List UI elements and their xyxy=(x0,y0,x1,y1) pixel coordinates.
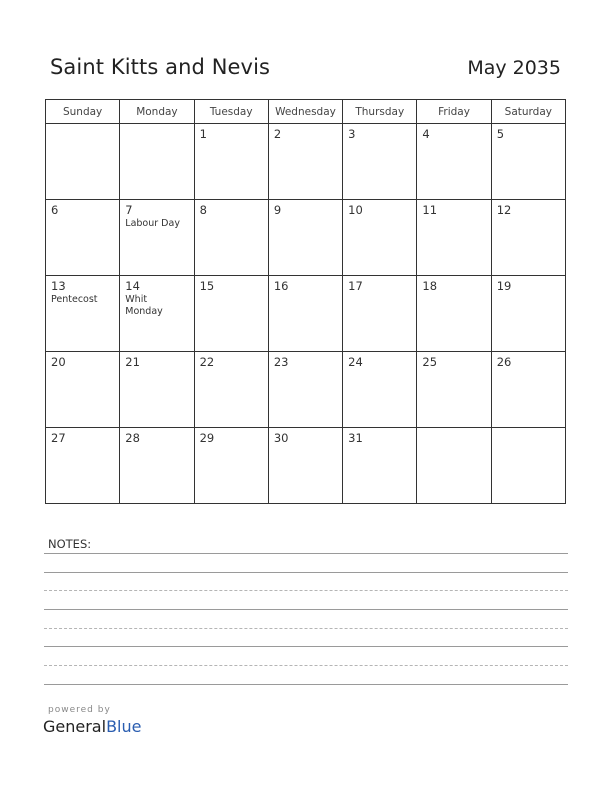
day-number: 11 xyxy=(422,203,438,217)
day-cell xyxy=(120,124,194,200)
weekday-tuesday: Tuesday xyxy=(194,100,268,124)
day-cell xyxy=(417,124,491,200)
week-row-1 xyxy=(46,124,566,200)
day-number: 18 xyxy=(422,279,438,293)
week-row-4 xyxy=(46,352,566,428)
calendar-grid xyxy=(45,99,566,504)
calendar-title: Saint Kitts and Nevis xyxy=(50,55,271,79)
day-number: 4 xyxy=(422,127,430,141)
day-number: 12 xyxy=(496,203,512,217)
day-cell xyxy=(194,276,268,352)
day-number: 30 xyxy=(273,431,289,445)
notes-label: NOTES: xyxy=(48,537,92,551)
day-cell xyxy=(268,428,342,504)
day-cell xyxy=(46,200,120,276)
day-cell xyxy=(268,276,342,352)
day-number: 25 xyxy=(422,355,438,369)
day-cell xyxy=(491,428,565,504)
day-cell xyxy=(46,276,120,352)
day-cell xyxy=(46,428,120,504)
holiday-label: Whit Monday xyxy=(125,294,163,317)
day-number: 15 xyxy=(199,279,215,293)
notes-line xyxy=(44,646,568,647)
day-number: 22 xyxy=(199,355,215,369)
brand-general: General xyxy=(43,717,107,736)
day-cell xyxy=(417,200,491,276)
day-cell xyxy=(46,124,120,200)
day-cell xyxy=(491,276,565,352)
day-cell xyxy=(343,276,417,352)
day-cell xyxy=(194,124,268,200)
day-number: 17 xyxy=(348,279,363,293)
day-cell xyxy=(417,352,491,428)
week-row-5 xyxy=(46,428,566,504)
day-cell xyxy=(194,352,268,428)
day-number: 27 xyxy=(51,431,66,445)
holiday-label: Pentecost xyxy=(51,294,98,305)
weekday-wednesday: Wednesday xyxy=(268,100,342,124)
notes-line xyxy=(44,553,568,554)
day-cell xyxy=(491,200,565,276)
day-cell xyxy=(268,124,342,200)
day-number: 29 xyxy=(199,431,215,445)
day-number: 2 xyxy=(273,127,282,141)
day-cell xyxy=(417,276,491,352)
day-cell xyxy=(194,200,268,276)
weekday-monday: Monday xyxy=(120,100,194,124)
day-number: 5 xyxy=(496,127,505,141)
month-year-label: May 2035 xyxy=(467,57,561,79)
day-number: 14 xyxy=(125,279,140,293)
day-number: 1 xyxy=(199,127,207,141)
generalblue-logo[interactable] xyxy=(43,717,141,736)
notes-line xyxy=(44,609,568,610)
day-number: 9 xyxy=(273,203,282,217)
day-cell xyxy=(343,200,417,276)
day-cell xyxy=(194,428,268,504)
day-cell xyxy=(343,124,417,200)
week-row-3 xyxy=(46,276,566,352)
day-number: 3 xyxy=(348,127,356,141)
day-cell xyxy=(417,428,491,504)
day-number: 20 xyxy=(51,355,66,369)
day-cell xyxy=(268,200,342,276)
day-cell xyxy=(343,428,417,504)
day-cell xyxy=(268,352,342,428)
notes-line xyxy=(44,572,568,573)
day-number: 21 xyxy=(125,355,140,369)
day-number: 10 xyxy=(348,203,363,217)
day-number: 13 xyxy=(51,279,66,293)
day-cell xyxy=(46,352,120,428)
day-cell xyxy=(120,276,194,352)
day-cell xyxy=(120,352,194,428)
day-number: 8 xyxy=(199,203,207,217)
day-number: 24 xyxy=(348,355,363,369)
weekday-sunday: Sunday xyxy=(46,100,120,124)
day-number: 23 xyxy=(273,355,289,369)
day-number: 7 xyxy=(125,203,133,217)
day-number: 16 xyxy=(273,279,289,293)
notes-line xyxy=(44,628,568,629)
day-cell xyxy=(120,428,194,504)
week-row-2 xyxy=(46,200,566,276)
day-cell xyxy=(343,352,417,428)
weekday-saturday: Saturday xyxy=(491,100,565,124)
holiday-label: Labour Day xyxy=(125,218,180,229)
notes-line xyxy=(44,590,568,591)
day-number: 6 xyxy=(51,203,59,217)
notes-line xyxy=(44,665,568,666)
day-cell xyxy=(120,200,194,276)
weekday-thursday: Thursday xyxy=(343,100,417,124)
weekday-header-row xyxy=(46,100,566,124)
brand-blue: Blue xyxy=(106,717,142,736)
notes-line xyxy=(44,684,568,685)
day-number: 19 xyxy=(496,279,512,293)
day-number: 28 xyxy=(125,431,140,445)
day-number: 31 xyxy=(348,431,363,445)
day-number: 26 xyxy=(496,355,512,369)
day-cell xyxy=(491,352,565,428)
day-cell xyxy=(491,124,565,200)
powered-by-label: powered by xyxy=(48,705,111,715)
weekday-friday: Friday xyxy=(417,100,491,124)
